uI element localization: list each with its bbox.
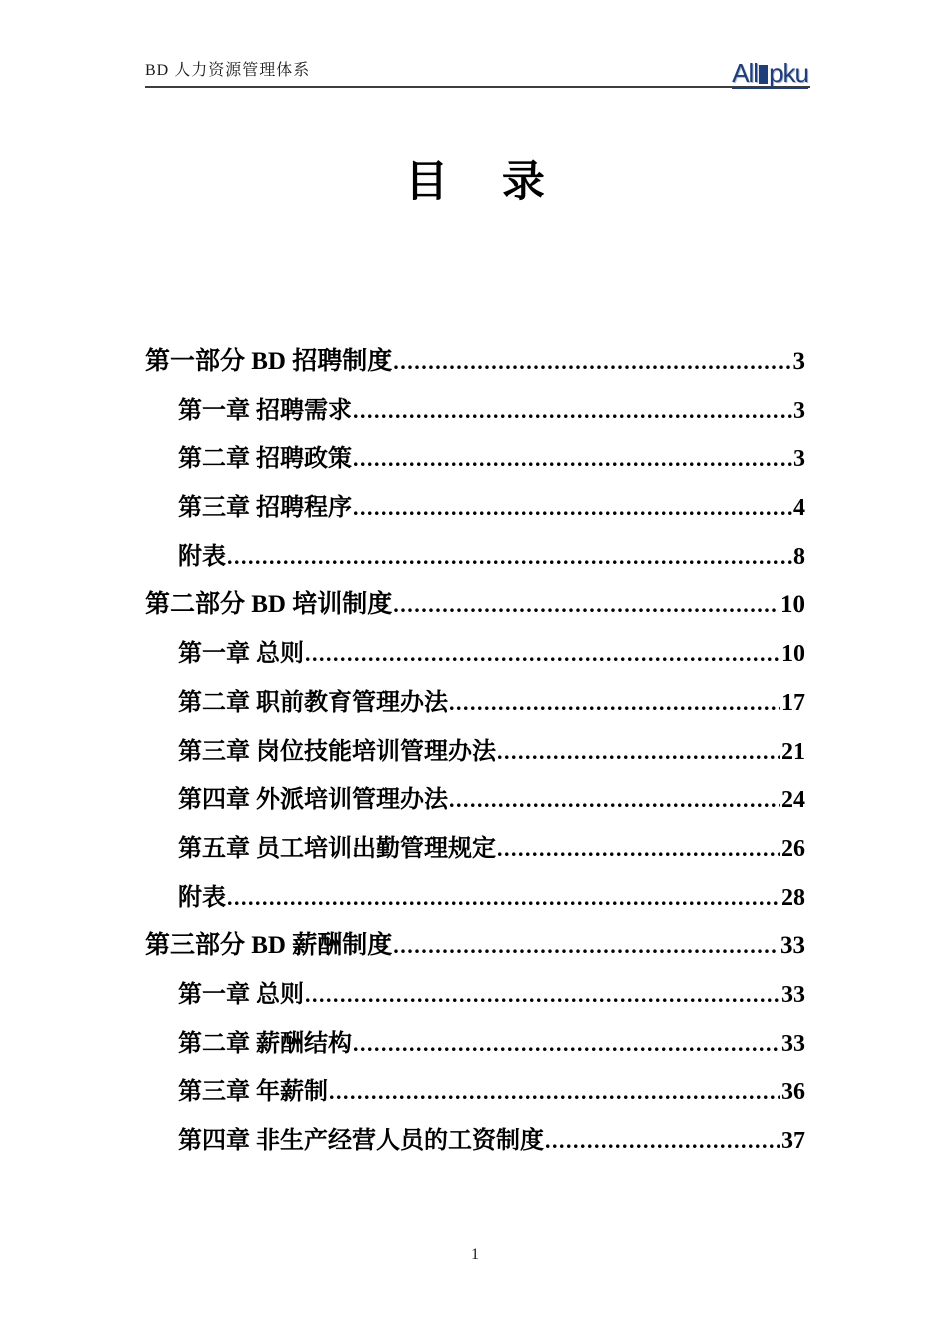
toc-entry-label: 第二章 招聘政策 bbox=[178, 446, 352, 473]
toc-entry-label: 第二部分 BD 培训制度 bbox=[145, 591, 393, 619]
toc-entry-page: 33 bbox=[780, 932, 805, 960]
toc-leader-dots bbox=[497, 836, 780, 862]
toc-leader-dots bbox=[353, 398, 792, 424]
toc-entry[interactable] bbox=[145, 390, 805, 424]
toc-entry[interactable] bbox=[145, 1023, 805, 1057]
toc-entry[interactable] bbox=[145, 828, 805, 862]
toc-leader-dots bbox=[393, 933, 779, 959]
toc-entry-label: 第一章 总则 bbox=[178, 641, 304, 668]
toc-entry-page: 36 bbox=[781, 1079, 805, 1106]
toc-entry[interactable] bbox=[145, 487, 805, 522]
toc-entry-label: 第四章 非生产经营人员的工资制度 bbox=[178, 1128, 544, 1154]
toc-entry-page: 3 bbox=[793, 446, 805, 473]
toc-leader-dots bbox=[227, 544, 792, 570]
toc-leader-dots bbox=[329, 1079, 780, 1105]
toc-leader-dots bbox=[227, 885, 780, 911]
toc-entry-label: 第三章 岗位技能培训管理办法 bbox=[178, 738, 496, 765]
toc-entry-page: 21 bbox=[781, 738, 805, 765]
toc-entry-page: 10 bbox=[781, 641, 805, 668]
toc-entry[interactable] bbox=[145, 877, 805, 911]
company-logo bbox=[732, 60, 808, 89]
toc-entry[interactable] bbox=[145, 925, 805, 960]
toc-entry[interactable] bbox=[145, 731, 805, 765]
toc-entry-page: 33 bbox=[781, 981, 805, 1008]
toc-entry-label: 第三章 年薪制 bbox=[178, 1079, 328, 1106]
logo-block-icon bbox=[759, 65, 768, 84]
toc-entry-label: 附表 bbox=[178, 884, 226, 911]
toc-entry-label: 第一章 招聘需求 bbox=[178, 397, 352, 424]
toc-entry[interactable] bbox=[145, 633, 805, 668]
toc-leader-dots bbox=[449, 787, 780, 813]
toc-leader-dots bbox=[305, 641, 780, 667]
toc-entry[interactable] bbox=[145, 438, 805, 473]
toc-entry-page: 3 bbox=[792, 348, 805, 375]
toc-entry-page: 17 bbox=[781, 689, 805, 716]
logo-text-left: All bbox=[732, 58, 759, 88]
toc-entry-label: 附表 bbox=[178, 543, 226, 570]
toc-leader-dots bbox=[449, 690, 780, 716]
toc-leader-dots bbox=[393, 349, 791, 375]
toc-entry-page: 28 bbox=[781, 884, 805, 911]
toc-leader-dots bbox=[393, 592, 779, 618]
toc-entry[interactable] bbox=[145, 682, 805, 716]
toc-entry[interactable] bbox=[145, 584, 805, 619]
toc-entry-label: 第二章 薪酬结构 bbox=[178, 1030, 352, 1057]
toc-leader-dots bbox=[305, 982, 780, 1008]
toc-entry[interactable] bbox=[145, 779, 805, 814]
toc-entry-page: 26 bbox=[781, 835, 805, 862]
toc-leader-dots bbox=[353, 446, 792, 472]
toc-entry-label: 第一章 总则 bbox=[178, 981, 304, 1008]
toc-entry-page: 4 bbox=[793, 495, 805, 522]
toc-entry-label: 第三章 招聘程序 bbox=[178, 495, 352, 522]
header-title: BD 人力资源管理体系 bbox=[145, 62, 311, 79]
toc-leader-dots bbox=[353, 1031, 780, 1057]
toc-entry[interactable] bbox=[145, 536, 805, 570]
toc-entry-page: 37 bbox=[781, 1128, 805, 1154]
toc-entry-label: 第一部分 BD 招聘制度 bbox=[145, 348, 393, 375]
toc-entry-page: 8 bbox=[793, 543, 805, 570]
toc-entry-page: 3 bbox=[793, 397, 805, 424]
toc-entry[interactable] bbox=[145, 1071, 805, 1106]
page-title: 目 录 bbox=[405, 159, 545, 206]
footer-page-number: 1 bbox=[471, 1246, 479, 1263]
toc-entry-label: 第四章 外派培训管理办法 bbox=[178, 787, 448, 814]
toc-list bbox=[145, 341, 805, 1169]
toc-leader-dots bbox=[497, 739, 780, 765]
toc-entry-label: 第五章 员工培训出勤管理规定 bbox=[178, 835, 496, 862]
toc-entry-page: 24 bbox=[781, 787, 805, 814]
toc-entry[interactable] bbox=[145, 974, 805, 1008]
document-header bbox=[145, 58, 810, 88]
toc-entry-label: 第二章 职前教育管理办法 bbox=[178, 689, 448, 716]
toc-entry[interactable] bbox=[145, 1120, 805, 1154]
toc-entry-label: 第三部分 BD 薪酬制度 bbox=[145, 932, 393, 960]
toc-entry[interactable] bbox=[145, 341, 805, 375]
toc-entry-page: 33 bbox=[781, 1030, 805, 1057]
toc-entry-page: 10 bbox=[780, 591, 805, 619]
logo-text-right: pku bbox=[769, 58, 808, 88]
toc-leader-dots bbox=[353, 495, 792, 521]
toc-leader-dots bbox=[545, 1128, 780, 1154]
